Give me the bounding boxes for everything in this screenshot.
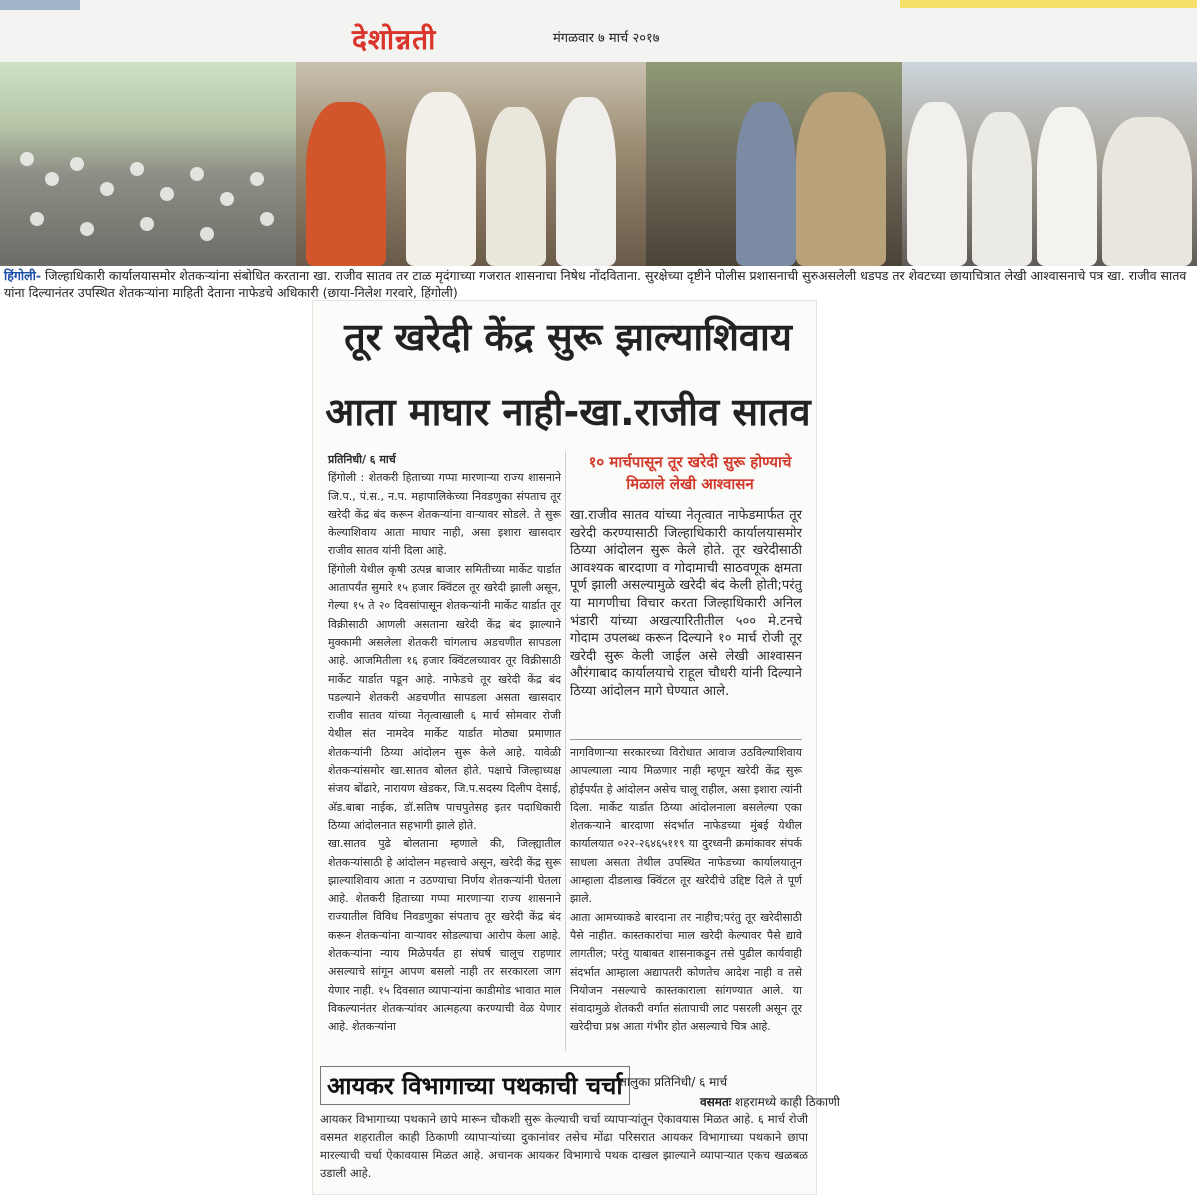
photo-nafed-officials bbox=[902, 62, 1197, 266]
article-right-column-bottom bbox=[570, 744, 802, 1037]
article-right-column-top: खा.राजीव सातव यांच्या नेतृत्वात नाफेडमार्फत तूर खरेदी करण्यासाठी जिल्हाधिकारी कार्यालयासमोर ठिय्या आंदोलन सुरू केले होते. तूर खरेदीसाठी आवश्यक बारदाणा व गोदामाची साठवणूक क्षमता पूर्ण झाली असल्यामुळे खरेदी बंद केली होती;परंतु या मागणीचा विचार करता जिल्हाधिकारी अनिल भंडारी यांच्या अखत्यारितीतील ५०० मे.टनचे गोदाम उपलब्ध करून दिल्याने १० मार्च रोजी तूर खरेदी सुरू केली जाईल असे लेखी आश्वासन औरंगाबाद कार्यालयाचे राहूल चौधरी यांनी दिल्याने ठिय्या आंदोलन मागे घेण्यात आले. bbox=[570, 508, 802, 699]
photo-garlanded-leaders bbox=[296, 62, 646, 266]
newspaper-date: मंगळवार ७ मार्च २०१७ bbox=[553, 31, 660, 46]
second-article-lead-rest: शहरामध्ये काही ठिकाणी bbox=[731, 1095, 840, 1109]
article-paragraph: खा.सातव पुढे बोलताना म्हणाले की, जिल्ह्यातील शेतकऱ्यांसाठी हे आंदोलन महत्त्वाचे असून, खरेदी केंद्र सुरू झाल्याशिवाय आता न उठण्याचा निर्णय शेतकऱ्यांनी घेतला आहे. शेतकरी हिताच्या गप्पा मारणाऱ्या राज्य शासनाने राज्यातील विविध निवडणुका संपताच तूर खरेदी केंद्र बंद करून शेतकऱ्यांना वाऱ्यावर सोडल्याचा आरोप केला आहे. शेतकऱ्यांना न्याय मिळेपर्यंत हा संघर्ष चालूच राहणार असल्याचे सांगून आपण बसलो नाही तर सरकारला जाग येणार नाही. १५ दिवसात व्यापाऱ्यांना काडीमोड भावात माल विकल्यानंतर शेतकऱ्यांवर आत्महत्या करण्याची वेळ येणार आहे. शेतकऱ्यांना bbox=[328, 837, 561, 1034]
second-article-lead bbox=[700, 1093, 840, 1110]
top-right-color-band bbox=[900, 0, 1197, 8]
newspaper-name: देशोन्नती bbox=[352, 23, 437, 56]
second-article-byline: तालुका प्रतिनिधी/ ६ मार्च bbox=[620, 1075, 728, 1089]
second-article-headline: आयकर विभागाच्या पथकाची चर्चा bbox=[320, 1066, 630, 1105]
photo-police-officer bbox=[646, 62, 902, 266]
article-headline-line-1: तूर खरेदी केंद्र सुरू झाल्याशिवाय bbox=[344, 315, 792, 359]
article-paragraph: आता आमच्याकडे बारदाना तर नाहीच;परंतु तूर खरेदीसाठी पैसे नाहीत. कास्तकारांचा माल खरेदी केल्यावर पैसे द्यावे लागतील; परंतु याबाबत शासनाकडून तसे पुढील कार्यवाही संदर्भात आम्हाला अद्यापतरी कोणतेच आदेश नाही व तसे नियोजन नसल्याचे कास्तकाराला सांगण्यात आले. या संवादामुळे शेतकरी वर्गात संतापाची लाट पसरली असून तूर खरेदीचा प्रश्न आता गंभीर होत असल्याचे चित्र आहे. bbox=[570, 910, 802, 1034]
article-paragraph: हिंगोली : शेतकरी हिताच्या गप्पा मारणाऱ्या राज्य शासनाने जि.प., पं.स., न.प. महापालिकेच्या निवडणुका संपताच तूर खरेदी केंद्र बंद करून शेतकऱ्यांना वाऱ्यावर सोडले. ते सुरू केल्याशिवाय आता माघार नाही, असा इशारा खासदार राजीव सातव यांनी दिला आहे. bbox=[328, 471, 561, 558]
photo-strip bbox=[0, 62, 1197, 266]
article-subheadline: १० मार्चपासून तूर खरेदी सुरू होण्याचे मिळाले लेखी आश्वासन bbox=[588, 453, 792, 493]
article-paragraph: नागविणाऱ्या सरकारच्या विरोधात आवाज उठविल्याशिवाय आपल्याला न्याय मिळणार नाही म्हणून खरेदी केंद्र सुरू होईपर्यंत हे आंदोलन असेच चालू राहील, असा इशारा त्यांनी दिला. मार्केट यार्डात ठिय्या आंदोलनाला बसलेल्या एका शेतकऱ्याने बारदाणा संदर्भात नाफेडच्या मुंबई येथील कार्यालयात ०२२-२६४६५११९ या दुरध्वनी क्रमांकावर संपर्क साधला असता तेथील उपस्थित नाफेडच्या कार्यालयातून आम्हाला दीडलाख क्विंटल तूर खरेदीचे उद्दिष्ट दिले ते पूर्ण झाले. bbox=[570, 746, 802, 906]
section-divider bbox=[570, 739, 802, 740]
article-headline-line-2: आता माघार नाही-खा.राजीव सातव bbox=[325, 390, 811, 434]
second-article-body: आयकर विभागाच्या पथकाने छापे मारून चौकशी सुरू केल्याची चर्चा व्यापाऱ्यांतून ऐकावयास मिळत आहे. ६ मार्च रोजी वसमत शहरातील काही ठिकाणी व्यापाऱ्यांच्या दुकानांवर तसेच मोंढा परिसरात आयकर विभागाच्या पथकाने छापा मारल्याची चर्चा ऐकावयास मिळत आहे. अचानक आयकर विभागाचे पथक दाखल झाल्याने व्यापाऱ्यात एकच खळबळ उडाली आहे. bbox=[320, 1112, 808, 1180]
article-paragraph: हिंगोली येथील कृषी उत्पन्न बाजार समितीच्या मार्केट यार्डात आतापर्यंत सुमारे १५ हजार क्विंटल तूर खरेदी झाली असून, गेल्या १५ ते २० दिवसांपासून शेतकऱ्यांनी मार्केट यार्डात तूर विक्रीसाठी आणली असताना खरेदी केंद्र बंद झाल्याने मुक्कामी असलेला शेतकरी चांगलाच अडचणीत सापडला आहे. आजमितीला १६ हजार क्विंटलच्यावर तूर विक्रीसाठी मार्केट यार्डात पडून आहे. नाफेडचे तूर खरेदी केंद्र बंद पडल्याने शेतकरी अडचणीत सापडला असता खासदार राजीव सातव यांच्या नेतृत्वाखाली ६ मार्च सोमवार रोजी येथील संत नामदेव मार्केट यार्डात मोठ्या प्रमाणात शेतकऱ्यांनी ठिय्या आंदोलन सुरू केले आहे. यावेळी शेतकऱ्यांसमोर खा.सातव बोलत होते. पक्षाचे जिल्हाध्यक्ष संजय बोंढारे, नारायण खेडकर, जि.प.सदस्य दिलीप देसाई, अ‍ॅड.बाबा नाईक, डॉ.सतिष पाचपुतेसह इतर पदाधिकारी ठिय्या आंदोलनात सहभागी झाले होते. bbox=[328, 562, 561, 832]
second-article-place: वसमतः bbox=[700, 1095, 732, 1109]
photo-crowd-gathering bbox=[0, 62, 296, 266]
top-left-color-band bbox=[0, 0, 80, 10]
column-divider bbox=[565, 451, 566, 1051]
article-left-column bbox=[328, 451, 561, 1037]
caption-text: जिल्हाधिकारी कार्यालयासमोर शेतकऱ्यांना संबोधित करताना खा. राजीव सातव तर टाळ मृदंगाच्या गजरात शासनाचा निषेध नोंदविताना. सुरक्षेच्या दृष्टीने पोलीस प्रशासनाची सुरुअसलेली धडपड तर शेवटच्या छायाचित्रात लेखी आश्वासनाचे पत्र खा. राजीव सातव यांना दिल्यानंतर उपस्थित शेतकऱ्यांना माहिती देताना नाफेडचे अधिकारी (छाया-निलेश गरवारे, हिंगोली) bbox=[4, 268, 1187, 300]
photo-caption bbox=[4, 267, 1194, 301]
article-byline: प्रतिनिधी/ ६ मार्च bbox=[328, 453, 396, 466]
caption-place: हिंगोली- bbox=[4, 268, 42, 283]
